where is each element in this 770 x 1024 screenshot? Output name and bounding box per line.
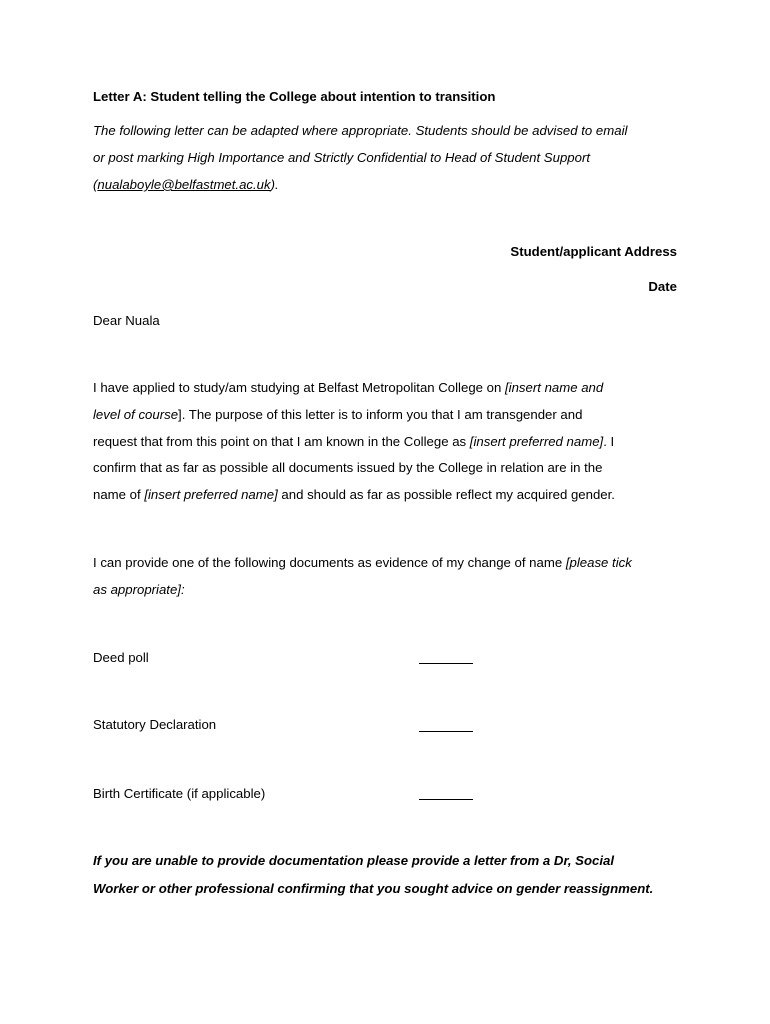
para2-line-2: as appropriate]: xyxy=(93,582,185,597)
tick-line-birth-certificate[interactable] xyxy=(419,799,473,800)
para1-line-4: confirm that as far as possible all documents issued by the College in relation are in the xyxy=(93,460,603,475)
email-link[interactable]: nualaboyle@belfastmet.ac.uk xyxy=(97,177,271,192)
tick-line-statutory-declaration[interactable] xyxy=(419,731,473,732)
para1-line-2 xyxy=(93,406,582,424)
para1-text: ]. The purpose of this letter is to inform you that I am transgender and xyxy=(178,407,583,422)
para1-placeholder: [insert preferred name] xyxy=(144,487,278,502)
para1-line-5 xyxy=(93,486,615,504)
footer-note-line-1: If you are unable to provide documentation please provide a letter from a Dr, Social xyxy=(93,853,615,868)
para1-text: and should as far as possible reflect my acquired gender. xyxy=(277,487,615,502)
intro-line-1: The following letter can be adapted where appropriate. Students should be advised to email xyxy=(93,123,628,138)
para2-line-1 xyxy=(93,554,632,572)
document-option-statutory-declaration: Statutory Declaration xyxy=(93,717,217,732)
document-option-birth-certificate: Birth Certificate (if applicable) xyxy=(93,786,266,801)
para2-placeholder: [please tick xyxy=(565,555,632,570)
date-label: Date xyxy=(648,279,677,294)
para1-line-1 xyxy=(93,379,603,397)
para1-placeholder: [insert name and xyxy=(505,380,604,395)
para1-line-3 xyxy=(93,433,614,451)
footer-note-line-2: Worker or other professional confirming that you sought advice on gender reassignment. xyxy=(93,881,654,896)
intro-paren-close: ). xyxy=(270,177,279,192)
letter-heading: Letter A: Student telling the College about intention to transition xyxy=(93,89,496,104)
address-label: Student/applicant Address xyxy=(510,244,677,259)
para1-text: request that from this point on that I am known in the College as xyxy=(93,434,470,449)
intro-line-3 xyxy=(93,176,279,194)
document-option-deed-poll: Deed poll xyxy=(93,650,149,665)
intro-line-2: or post marking High Importance and Strictly Confidential to Head of Student Support xyxy=(93,150,590,165)
tick-line-deed-poll[interactable] xyxy=(419,663,473,664)
para1-text: . I xyxy=(603,434,615,449)
para2-text: I can provide one of the following documents as evidence of my change of name xyxy=(93,555,566,570)
intro-paren-open: ( xyxy=(93,177,98,192)
para1-text: name of xyxy=(93,487,145,502)
para1-text: I have applied to study/am studying at Belfast Metropolitan College on xyxy=(93,380,505,395)
para1-placeholder: [insert preferred name] xyxy=(469,434,604,449)
para1-placeholder: level of course xyxy=(93,407,179,422)
salutation: Dear Nuala xyxy=(93,313,160,328)
